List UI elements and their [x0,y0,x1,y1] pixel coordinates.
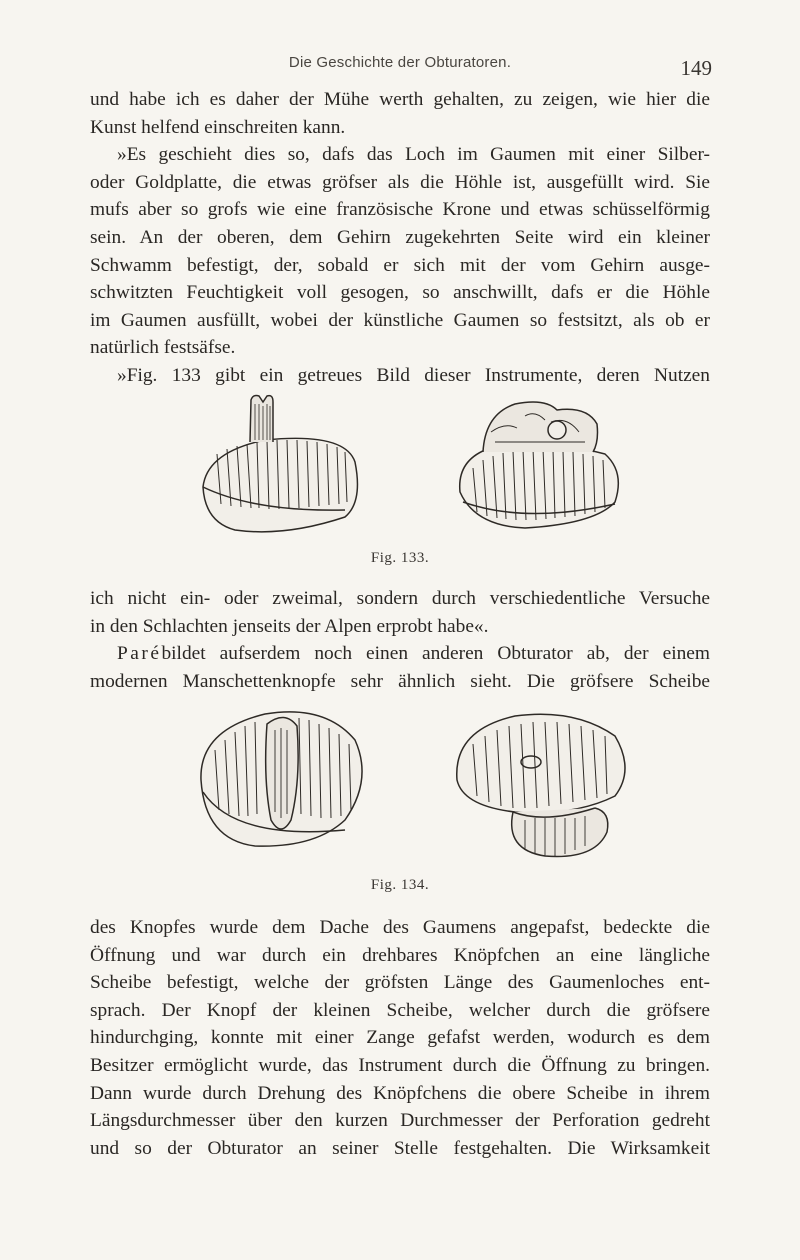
text-line: hindurchging, konnte mit einer Zange gefafst werden, wodurch es dem [90,1027,710,1049]
figure-134-caption: Fig. 134. [370,877,430,893]
text-line: modernen Manschettenknopfe sehr ähnlich sieht. Die gröfsere Scheibe [90,670,710,692]
text-line: Schwamm befestigt, der, sobald er sich mit der vom Gehirn ausge- [90,254,710,276]
text-line: des Knopfes wurde dem Dache des Gaumens angepafst, bedeckte die [90,917,710,938]
text-line [90,640,710,668]
text-line: »Fig. 133 gibt ein getreues Bild dieser Instrumente, deren Nutzen [117,364,710,386]
running-title: Die Geschichte der Obturatoren. [288,54,512,71]
text-line: ich nicht ein- oder zweimal, sondern durch verschiedentliche Versuche [90,588,710,609]
page-number: 149 [680,56,712,80]
figure-133-illustration [195,392,635,540]
figure-134 [195,700,635,862]
text-line: Kunst helfend einschreiten kann. [90,116,346,138]
paragraph-block-2 [90,585,710,695]
figure-133 [195,392,635,540]
text-line: »Es geschieht dies so, dafs das Loch im Gaumen mit einer Silber- [117,144,710,166]
text-line: natürlich festsäfse. [90,337,236,359]
figure-134-illustration [195,700,635,862]
text-line: schwitzten Feuchtigkeit voll gesogen, so anschwillt, dafs er die Höhle [90,282,710,304]
text-line: Längsdurchmesser über den kurzen Durchmesser der Perforation gedreht [90,1110,710,1132]
text-line: Dann wurde durch Drehung des Knöpfchens die obere Scheibe in ihrem [90,1082,710,1104]
text-line: und habe ich es daher der Mühe werth gehalten, zu zeigen, wie hier die [90,89,710,110]
running-head [0,48,800,78]
text-line: sprach. Der Knopf der kleinen Scheibe, welcher durch die gröfsere [90,999,710,1021]
paragraph-block-1 [90,86,710,390]
text-line: in den Schlachten jenseits der Alpen erprobt habe«. [90,615,489,637]
paragraph-block-3 [90,914,710,1162]
author-name: Paré [117,643,162,665]
text-line: Besitzer ermöglicht wurde, das Instrument durch die Öffnung zu bringen. [90,1054,710,1076]
text-line: und so der Obturator an seiner Stelle festgehalten. Die Wirksamkeit [90,1137,710,1159]
text-line: mufs aber so grofs wie eine französische Krone und etwas schüsselförmig [90,199,710,221]
text-line: oder Goldplatte, die etwas gröfser als die Höhle ist, ausgefüllt wird. Sie [90,171,710,193]
text-line: Öffnung und war durch ein drehbares Knöpfchen an eine längliche [90,944,710,966]
text-line: im Gaumen ausfüllt, wobei der künstliche Gaumen so festsitzt, als ob er [90,309,710,331]
figure-133-caption: Fig. 133. [370,550,430,566]
text-line: sein. An der oberen, dem Gehirn zugekehrten Seite wird ein kleiner [90,226,710,248]
text-line: Scheibe befestigt, welche der gröfsten Länge des Gaumenloches ent- [90,972,710,994]
text-segment: bildet aufserdem noch einen anderen Obturator ab, der einem [161,643,710,665]
